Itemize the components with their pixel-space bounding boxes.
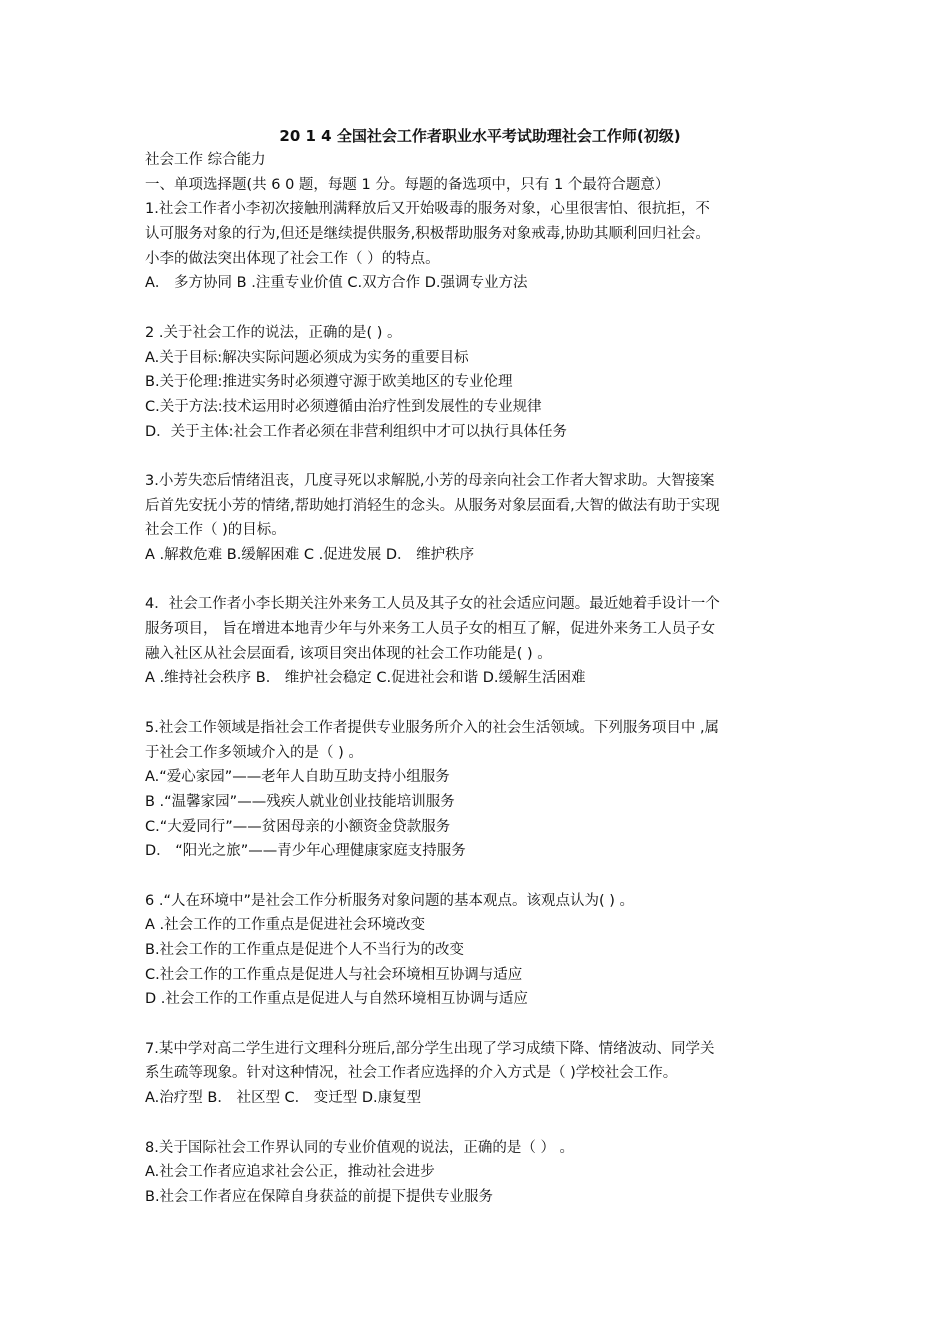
question-option: B.社会工作的工作重点是促进个人不当行为的改变 <box>145 942 465 958</box>
question-stem-line: 4．社会工作者小李长期关注外来务工人员及其子女的社会适应问题。最近她着手设计一个 <box>145 596 720 613</box>
question-4 <box>145 592 815 691</box>
question-option: D． “阳光之旅”——青少年心理健康家庭支持服务 <box>145 843 466 860</box>
question-stem-line: 3.小芳失恋后情绪沮丧，几度寻死以求解脱,小芳的母亲向社会工作者大智求助。大智接案 <box>145 472 715 489</box>
question-option: A.关于目标:解决实际问题必须成为实务的重要目标 <box>145 349 469 366</box>
spacer <box>145 1111 815 1136</box>
question-2 <box>145 321 815 444</box>
document-subtitle: 社会工作 综合能力 <box>145 152 266 168</box>
question-stem-line: 7.某中学对高二学生进行文理科分班后,部分学生出现了学习成绩下降、情绪波动、同学关 <box>145 1040 715 1057</box>
question-stem-line: 小李的做法突出体现了社会工作（ ）的特点。 <box>145 250 440 267</box>
question-stem-line: 社会工作（ )的目标。 <box>145 522 286 539</box>
question-5 <box>145 716 815 864</box>
question-stem-line: 系生疏等现象。针对这种情况，社会工作者应选择的介入方式是（ )学校社会工作。 <box>145 1065 678 1082</box>
question-stem-line: 8.关于国际社会工作界认同的专业价值观的说法，正确的是（ ） 。 <box>145 1139 575 1156</box>
document-title: 20 1 4 全国社会工作者职业水平考试助理社会工作师(初级) <box>279 127 681 145</box>
question-1 <box>145 197 815 296</box>
question-stem-line: 于社会工作多领域介入的是（ ) 。 <box>145 744 363 761</box>
question-option: A.社会工作者应追求社会公正，推动社会进步 <box>145 1164 435 1181</box>
question-7 <box>145 1037 815 1111</box>
question-stem-line: 1.社会工作者小李初次接触刑满释放后又开始吸毒的服务对象，心里很害怕、很抗拒，不 <box>145 201 710 218</box>
question-stem-line: 认可服务对象的行为,但还是继续提供服务,积极帮助服务对象戒毒,协助其顺利回归社会。 <box>145 226 710 243</box>
spacer <box>145 444 815 469</box>
question-option: D．关于主体:社会工作者必须在非营利组织中才可以执行具体任务 <box>145 423 568 440</box>
question-options: A .解救危难 B.缓解困难 C .促进发展 D． 维护秩序 <box>145 547 475 563</box>
question-option: A .社会工作的工作重点是促进社会环境改变 <box>145 917 426 934</box>
question-option: C.“大爱同行”——贫困母亲的小额资金贷款服务 <box>145 818 451 835</box>
question-option: C.社会工作的工作重点是促进人与社会环境相互协调与适应 <box>145 966 523 983</box>
question-options: A.治疗型 B． 社区型 C． 变迁型 D.康复型 <box>145 1090 422 1107</box>
spacer <box>145 296 815 321</box>
question-3 <box>145 469 815 568</box>
question-6 <box>145 889 815 1012</box>
question-option: B.关于伦理:推进实务时必须遵守源于欧美地区的专业伦理 <box>145 374 513 391</box>
question-options: A .维持社会秩序 B． 维护社会稳定 C.促进社会和谐 D.缓解生活困难 <box>145 670 586 687</box>
section-heading: 一、单项选择题(共 6 0 题，每题 1 分。每题的备选项中，只有 1 个最符合题意） <box>145 176 670 193</box>
question-stem-line: 融入社区从社会层面看, 该项目突出体现的社会工作功能是( ) 。 <box>145 645 552 662</box>
question-option: B .“温馨家园”——残疾人就业创业技能培训服务 <box>145 793 455 810</box>
question-stem-line: 6 .“人在环境中”是社会工作分析服务对象问题的基本观点。该观点认为( ) 。 <box>145 892 634 909</box>
spacer <box>145 568 815 593</box>
question-stem-line: 5.社会工作领域是指社会工作者提供专业服务所介入的社会生活领域。下列服务项目中 ,属 <box>145 719 720 736</box>
question-option: A.“爱心家园”——老年人自助互助支持小组服务 <box>145 769 450 786</box>
question-8 <box>145 1136 815 1210</box>
spacer <box>145 691 815 716</box>
question-options: A． 多方协同 B .注重专业价值 C.双方合作 D.强调专业方法 <box>145 275 528 292</box>
document-page <box>145 124 815 1210</box>
spacer <box>145 1012 815 1037</box>
question-option: B.社会工作者应在保障自身获益的前提下提供专业服务 <box>145 1188 494 1205</box>
question-option: D .社会工作的工作重点是促进人与自然环境相互协调与适应 <box>145 991 528 1008</box>
question-stem-line: 后首先安抚小芳的情绪,帮助她打消轻生的念头。从服务对象层面看,大智的做法有助于实现 <box>145 497 720 514</box>
question-option: C.关于方法:技术运用时必须遵循由治疗性到发展性的专业规律 <box>145 398 542 415</box>
question-stem-line: 服务项目， 旨在增进本地青少年与外来务工人员子女的相互了解，促进外来务工人员子女 <box>145 621 716 638</box>
spacer <box>145 864 815 889</box>
question-stem-line: 2 .关于社会工作的说法，正确的是( ) 。 <box>145 324 402 341</box>
